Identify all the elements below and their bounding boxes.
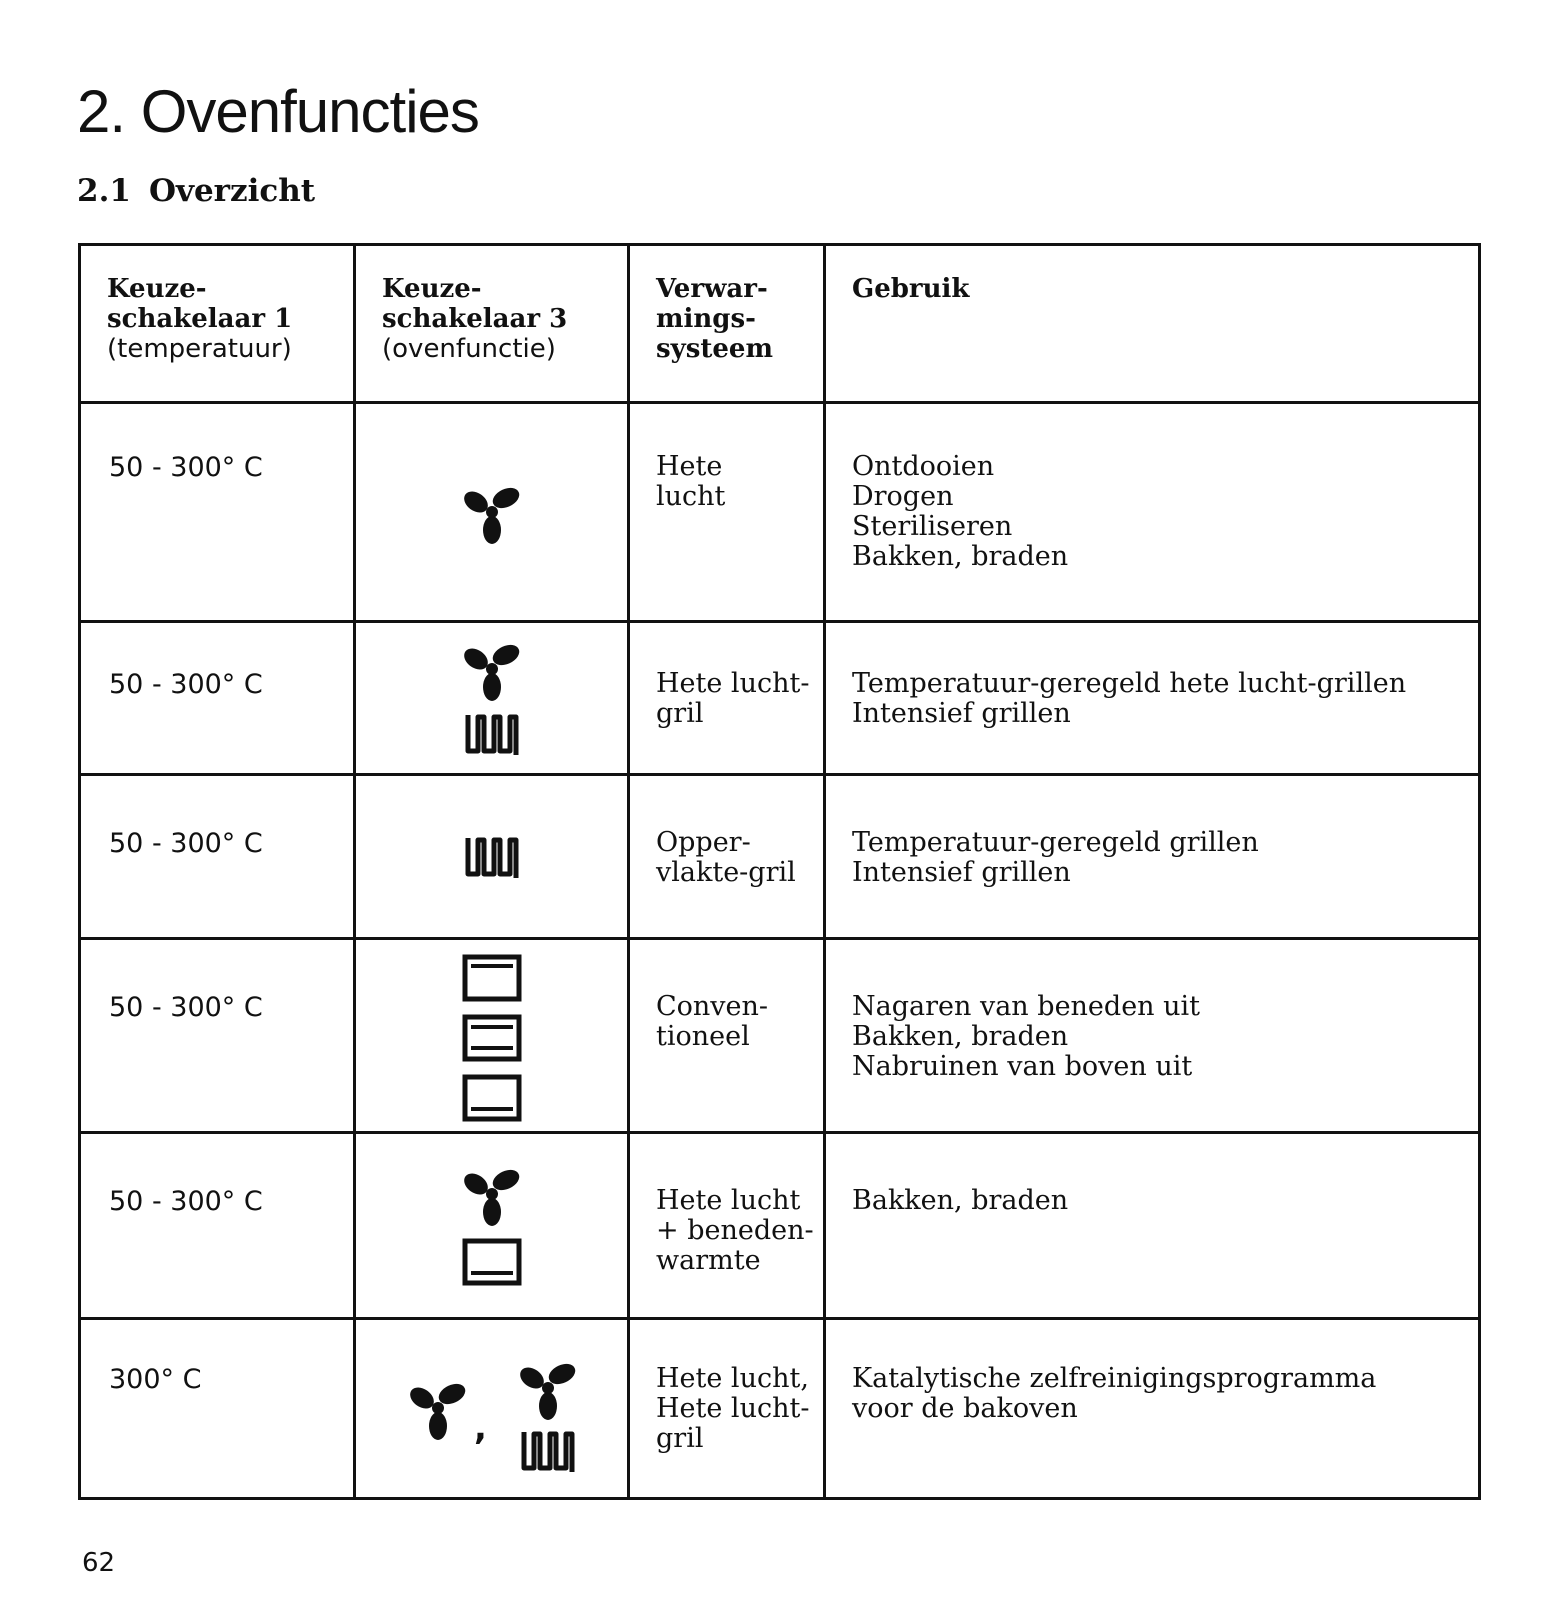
header-temperature bbox=[80, 245, 355, 403]
table-row bbox=[80, 775, 1480, 939]
header-sub-line: (temperatuur) bbox=[107, 334, 292, 364]
header-bold-line: systeem bbox=[656, 334, 773, 364]
temperature-value: 300° C bbox=[109, 1364, 202, 1395]
temperature-value: 50 - 300° C bbox=[109, 828, 263, 859]
system-line: + beneden- bbox=[656, 1215, 814, 1246]
heating-system bbox=[630, 1320, 823, 1454]
usage-list bbox=[826, 940, 1478, 1082]
table-row bbox=[80, 1319, 1480, 1499]
header-bold-line: Keuze- bbox=[107, 274, 207, 304]
header-heating-system bbox=[629, 245, 825, 403]
section-number: 2.1 bbox=[77, 173, 131, 209]
usage-line: Intensief grillen bbox=[852, 698, 1071, 729]
header-sub-line: (ovenfunctie) bbox=[382, 334, 556, 364]
grill-icon bbox=[462, 834, 522, 882]
system-line: gril bbox=[656, 698, 704, 729]
fan-icon bbox=[516, 1358, 580, 1422]
grill-icon bbox=[518, 1428, 578, 1476]
usage-list bbox=[826, 623, 1478, 729]
usage-line: Temperatuur-geregeld grillen bbox=[852, 827, 1259, 858]
section-heading bbox=[77, 173, 316, 209]
header-oven-function bbox=[355, 245, 629, 403]
fan-icon bbox=[460, 1164, 524, 1228]
page-number: 62 bbox=[82, 1548, 116, 1578]
table-row bbox=[80, 1133, 1480, 1319]
header-bold-line: Keuze- bbox=[382, 274, 482, 304]
section-title: Overzicht bbox=[148, 173, 316, 209]
top-heat-icon bbox=[462, 1014, 522, 1062]
usage-list bbox=[826, 1134, 1478, 1216]
temperature-value: 50 - 300° C bbox=[109, 452, 263, 483]
heating-system bbox=[630, 404, 823, 512]
temperature-value: 50 - 300° C bbox=[109, 1186, 263, 1217]
heating-system bbox=[630, 940, 823, 1052]
system-line: lucht bbox=[656, 481, 726, 512]
bottom-heat-icon bbox=[462, 1074, 522, 1122]
heating-system bbox=[630, 623, 823, 729]
icon-separator: , bbox=[474, 1408, 487, 1448]
heating-system bbox=[630, 776, 823, 888]
system-line: Hete lucht- bbox=[656, 1393, 810, 1424]
header-bold-line: Gebruik bbox=[852, 274, 970, 304]
page-title: 2. Ovenfuncties bbox=[77, 78, 479, 145]
system-line: Hete lucht- bbox=[656, 668, 810, 699]
top-bottom-heat-icon bbox=[462, 954, 522, 1002]
usage-line: Drogen bbox=[852, 481, 954, 512]
system-line: vlakte-gril bbox=[656, 857, 796, 888]
header-bold-line: mings- bbox=[656, 304, 756, 334]
header-bold-line: schakelaar 3 bbox=[382, 304, 568, 334]
header-bold-line: schakelaar 1 bbox=[107, 304, 293, 334]
heating-system bbox=[630, 1134, 823, 1276]
system-line: Hete lucht bbox=[656, 1185, 801, 1216]
system-line: warmte bbox=[656, 1245, 761, 1276]
usage-line: Temperatuur-geregeld hete lucht-grillen bbox=[852, 668, 1407, 699]
temperature-value: 50 - 300° C bbox=[109, 992, 263, 1023]
system-line: Opper- bbox=[656, 827, 751, 858]
usage-line: Bakken, braden bbox=[852, 541, 1069, 572]
oven-functions-table bbox=[78, 243, 1481, 1500]
usage-list bbox=[826, 1320, 1478, 1424]
table-row bbox=[80, 939, 1480, 1133]
usage-line: Katalytische zelfreinigingsprogramma bbox=[852, 1363, 1377, 1394]
fan-icon bbox=[406, 1378, 470, 1442]
table-row bbox=[80, 622, 1480, 775]
system-line: Hete bbox=[656, 451, 723, 482]
usage-line: Ontdooien bbox=[852, 451, 995, 482]
header-usage bbox=[825, 245, 1480, 403]
usage-list bbox=[826, 776, 1478, 888]
usage-line: Bakken, braden bbox=[852, 1021, 1069, 1052]
system-line: Hete lucht, bbox=[656, 1363, 809, 1394]
header-bold-line: Verwar- bbox=[656, 274, 768, 304]
system-line: gril bbox=[656, 1423, 704, 1454]
usage-list bbox=[826, 404, 1478, 572]
temperature-value: 50 - 300° C bbox=[109, 669, 263, 700]
fan-icon bbox=[460, 482, 524, 546]
table-row bbox=[80, 403, 1480, 622]
usage-line: Nabruinen van boven uit bbox=[852, 1051, 1193, 1082]
grill-icon bbox=[462, 711, 522, 759]
bottom-heat-icon bbox=[462, 1238, 522, 1286]
usage-line: Bakken, braden bbox=[852, 1185, 1069, 1216]
usage-line: voor de bakoven bbox=[852, 1393, 1078, 1424]
fan-icon bbox=[460, 639, 524, 703]
usage-line: Intensief grillen bbox=[852, 857, 1071, 888]
system-line: tioneel bbox=[656, 1021, 750, 1052]
usage-line: Nagaren van beneden uit bbox=[852, 991, 1201, 1022]
table-header-row bbox=[80, 245, 1480, 403]
system-line: Conven- bbox=[656, 991, 769, 1022]
usage-line: Steriliseren bbox=[852, 511, 1013, 542]
